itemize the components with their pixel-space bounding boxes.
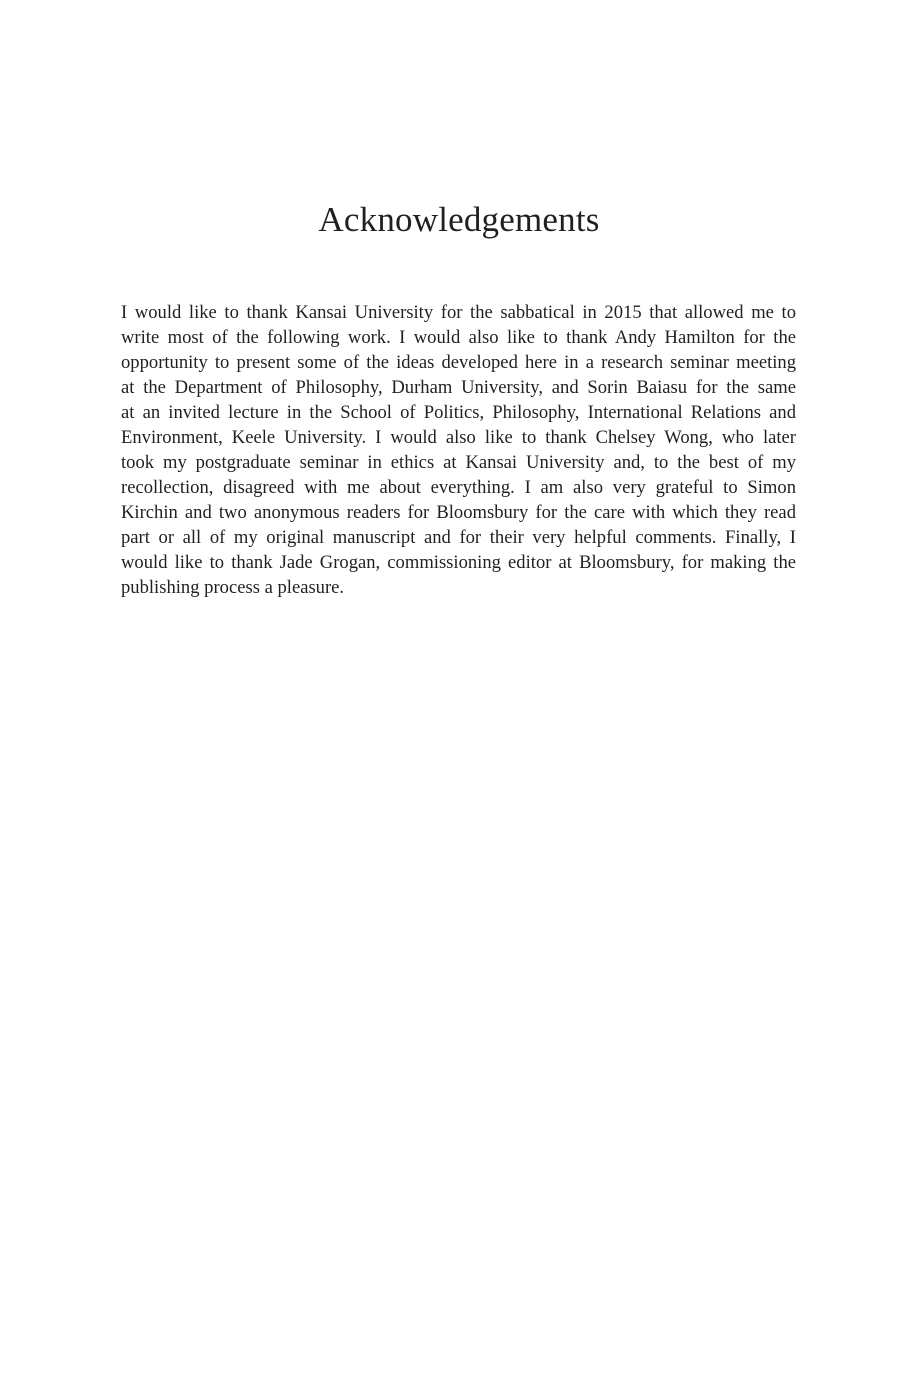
paragraph-line: publishing process a pleasure.: [121, 577, 345, 598]
paragraph-line: part or all of my original manuscript and for their very helpful comments. Finally, I: [121, 527, 796, 548]
paragraph-line: Environment, Keele University. I would also like to thank Chelsey Wong, who later: [121, 427, 796, 448]
page-title: Acknowledgements: [318, 200, 600, 239]
paragraph-line: at an invited lecture in the School of Politics, Philosophy, International Relations and: [121, 402, 796, 423]
paragraph-line: recollection, disagreed with me about everything. I am also very grateful to Simon: [121, 477, 796, 498]
paragraph-line: Kirchin and two anonymous readers for Bloomsbury for the care with which they read: [121, 502, 796, 523]
paragraph-line: would like to thank Jade Grogan, commissioning editor at Bloomsbury, for making the: [121, 552, 796, 573]
paragraph-line: opportunity to present some of the ideas developed here in a research seminar meeting: [121, 352, 796, 373]
paragraph-line: took my postgraduate seminar in ethics at Kansai University and, to the best of my: [121, 452, 796, 473]
paragraph-line: write most of the following work. I would also like to thank Andy Hamilton for the: [121, 327, 796, 348]
acknowledgements-paragraph: [121, 300, 796, 600]
paragraph-line: I would like to thank Kansai University for the sabbatical in 2015 that allowed me to: [121, 302, 796, 323]
paragraph-line: at the Department of Philosophy, Durham University, and Sorin Baiasu for the same: [121, 377, 796, 398]
